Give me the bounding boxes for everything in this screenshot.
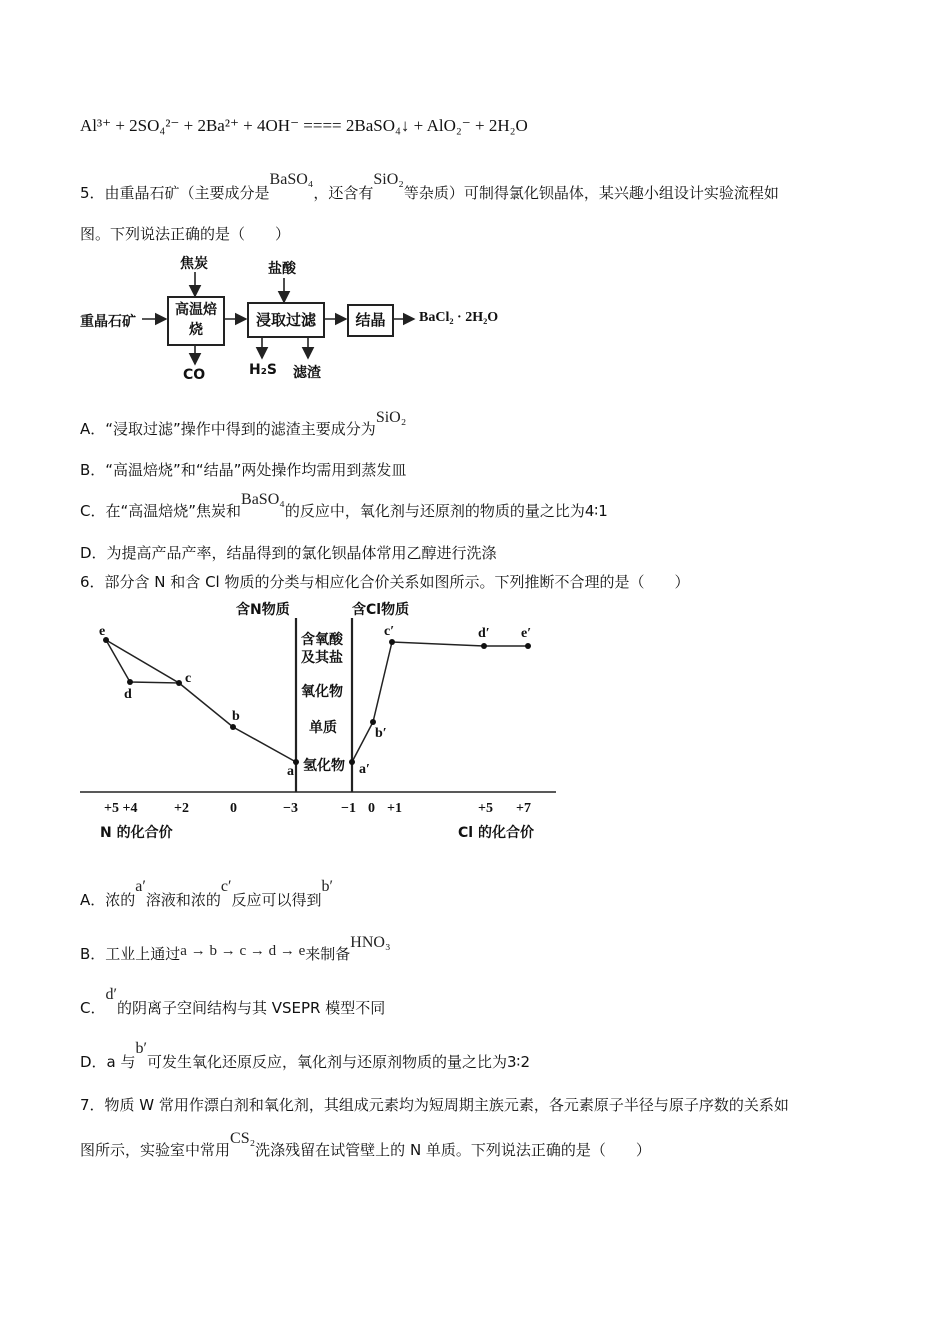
- point-d: [127, 679, 133, 685]
- n-tick-minus3: −3: [283, 801, 298, 816]
- flow-coke: 焦炭: [180, 256, 208, 272]
- point-e-prime: [525, 643, 531, 649]
- n-triangle-edc: [106, 640, 179, 683]
- q6-option-a[interactable]: A．浓的a′溶液和浓的c′反应可以得到b′: [80, 878, 334, 909]
- formula-sio2: SiO₂: [373, 171, 404, 188]
- q6-option-b[interactable]: B．工业上通过a → b → c → d → e来制备HNO₃: [80, 934, 391, 963]
- category-hydride: 氢化物: [303, 758, 345, 774]
- label-a-prime: a′: [359, 762, 370, 777]
- step-crystallize: 结晶: [347, 304, 394, 337]
- point-d-prime: [481, 643, 487, 649]
- q5-option-b[interactable]: B．“高温焙烧”和“结晶”两处操作均需用到蒸发皿: [80, 461, 407, 479]
- category-oxyacid: 含氧酸: [301, 632, 343, 648]
- q7-stem-line1: 7．物质 W 常用作漂白剂和氧化剂，其组成元素均为短周期主族元素，各元素原子半径与原子序数的关系如: [80, 1096, 789, 1114]
- label-d-prime: d′: [478, 626, 490, 641]
- flow-residue: 滤渣: [293, 365, 321, 381]
- cl-substance-title: 含Cl物质: [352, 602, 410, 618]
- n-substance-title: 含N物质: [236, 602, 290, 618]
- q5-stem-line2: 图。下列说法正确的是（ ）: [80, 225, 291, 243]
- q5-option-a[interactable]: A．“浸取过滤”操作中得到的滤渣主要成分为SiO₂: [80, 409, 407, 438]
- label-d: d: [124, 687, 132, 702]
- q5-stem-line1: 5．由重晶石矿（主要成分是BaSO₄，还含有SiO₂等杂质）可制得氯化钡晶体，某兴趣小组设计实验流程如: [80, 171, 779, 202]
- n-axis-title: N 的化合价: [100, 825, 173, 841]
- point-a-prime: [349, 759, 355, 765]
- q6-option-c[interactable]: C．d′的阴离子空间结构与其 VSEPR 模型不同: [80, 986, 386, 1017]
- label-a: a: [287, 764, 294, 779]
- q7-stem-line2: 图所示，实验室中常用CS₂洗涤残留在试管壁上的 N 单质。下列说法正确的是（ ）: [80, 1130, 651, 1159]
- n-tick-5-4: +5 +4: [104, 801, 138, 816]
- cl-tick-5: +5: [478, 801, 493, 816]
- q5-option-c[interactable]: C．在“高温焙烧”焦炭和BaSO₄的反应中，氧化剂与还原剂的物质的量之比为4∶1: [80, 491, 608, 520]
- step-roasting: 高温焙烧: [167, 296, 225, 346]
- label-c-prime: c′: [384, 624, 395, 639]
- point-c: [176, 680, 182, 686]
- label-b-prime: b′: [375, 726, 387, 741]
- label-b: b: [232, 709, 240, 724]
- n-tick-2: +2: [174, 801, 189, 816]
- category-salt: 及其盐: [301, 650, 343, 666]
- point-b-prime: [370, 719, 376, 725]
- label-c: c: [185, 671, 192, 686]
- flow-product: BaCl₂ · 2H₂O: [419, 310, 499, 325]
- flow-acid: 盐酸: [268, 261, 296, 277]
- cl-tick-1: +1: [387, 801, 402, 816]
- flow-ore: 重晶石矿: [80, 314, 136, 330]
- flow-h2s: H₂S: [249, 362, 277, 378]
- formula-baso4: BaSO₄: [269, 171, 314, 188]
- q5-option-d[interactable]: D．为提高产品产率，结晶得到的氯化钡晶体常用乙醇进行洗涤: [80, 544, 497, 562]
- category-oxide: 氧化物: [301, 684, 343, 700]
- label-e: e: [99, 624, 106, 639]
- cl-tick-0: 0: [368, 801, 375, 816]
- ionic-equation: Al³⁺ + 2SO₄²⁻ + 2Ba²⁺ + 4OH⁻ ==== 2BaSO₄↓ + AlO₂⁻ + 2H₂O: [80, 116, 528, 135]
- cl-axis-title: Cl 的化合价: [458, 825, 534, 841]
- label-e-prime: e′: [521, 626, 532, 641]
- q6-stem: 6．部分含 N 和含 Cl 物质的分类与相应化合价关系如图所示。下列推断不合理的是（ ）: [80, 573, 690, 591]
- cl-tick-7: +7: [516, 801, 531, 816]
- q6-option-d[interactable]: D．a 与b′可发生氧化还原反应，氧化剂与还原剂物质的量之比为3∶2: [80, 1040, 531, 1071]
- cl-tick-minus1: −1: [341, 801, 356, 816]
- category-element: 单质: [309, 720, 337, 736]
- n-tick-0: 0: [230, 801, 237, 816]
- flow-co: CO: [183, 367, 206, 383]
- cl-line: [352, 642, 528, 762]
- step-leach-filter: 浸取过滤: [247, 302, 325, 338]
